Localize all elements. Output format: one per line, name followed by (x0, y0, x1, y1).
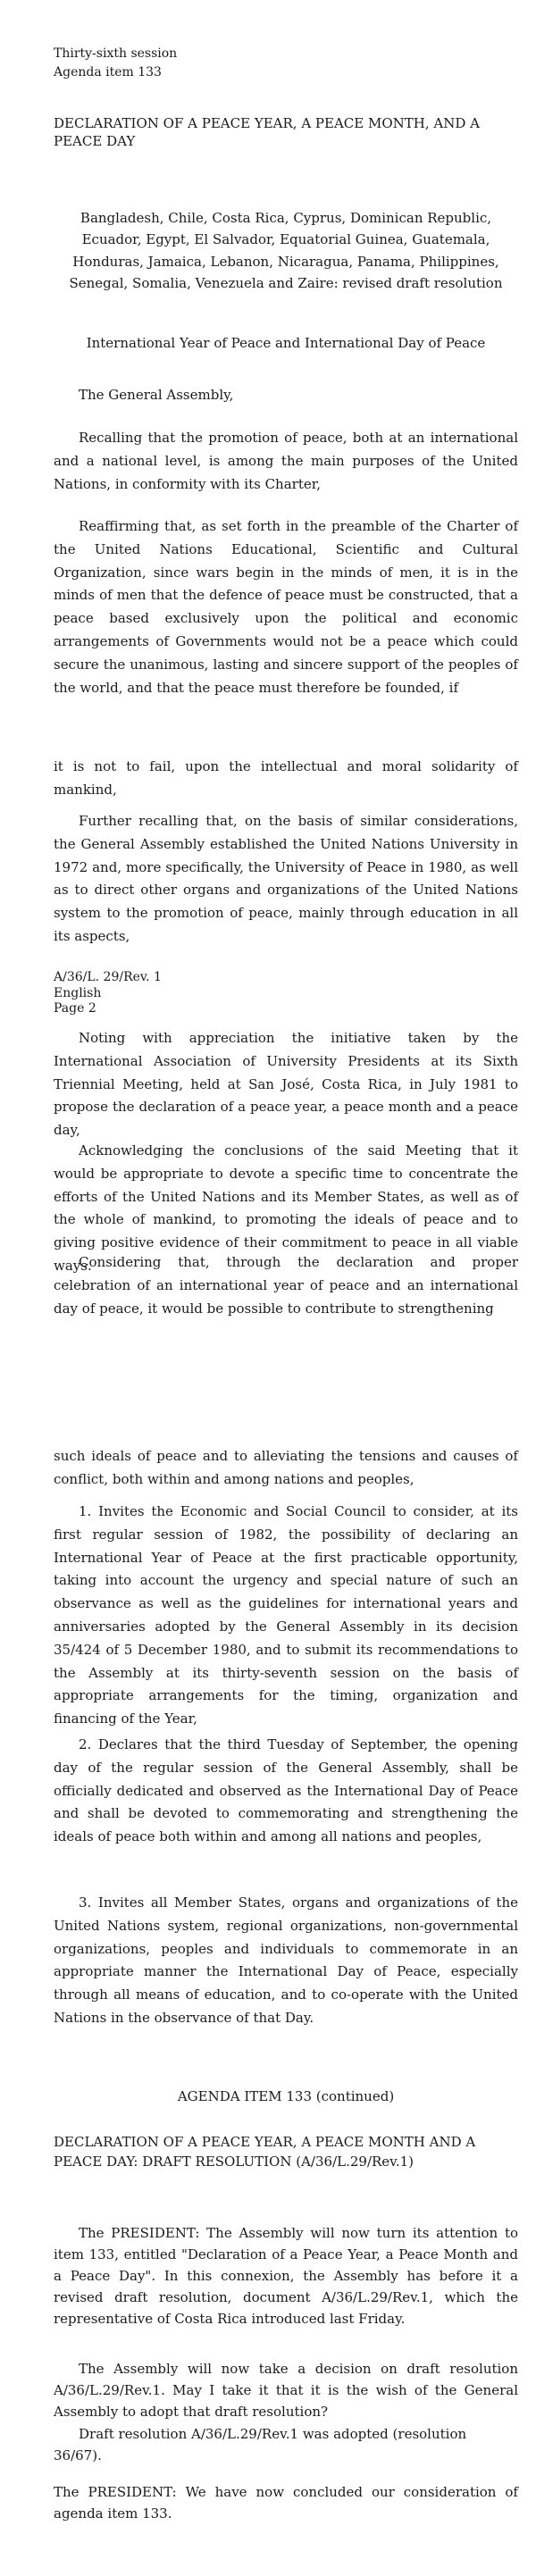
document-symbol: A/36/L. 29/Rev. 1 (54, 970, 162, 984)
record-title: DECLARATION OF A PEACE YEAR, A PEACE MONTH AND A PEACE DAY: DRAFT RESOLUTION (A/36/L.29/Rev.1) (54, 2134, 476, 2170)
preamble-considering: Considering that, through the declaration and proper celebration of an international year of peace and an international day of peace, it would be possible to contribute to strengthening (54, 1254, 518, 1317)
preamble-reaffirming: Reaffirming that, as set forth in the preamble of the Charter of the United Nations Educational, Scientific and Cultural Organization, since wars begin in the minds of men, it is in the minds of men that the defence of peace must be constructed, that a peace based exclusively upon the political and economic arrangements of Governments would not be a peace which could secure the unanimous, lasting and sincere support of the peoples of the world, and that the peace must therefore be founded, if (54, 518, 518, 696)
resolution-subtitle: International Year of Peace and International Day of Peace (86, 335, 486, 351)
agenda-item-label: Agenda item 133 (54, 65, 162, 79)
preamble-noting: Noting with appreciation the initiative taken by the International Association of University Presidents at its Sixth Triennial Meeting, held at San José, Costa Rica, in July 1981 to propose the declaration of a peace year, a peace month and a peace day, (54, 1030, 518, 1139)
general-assembly-line: The General Assembly, (79, 387, 234, 403)
operative-paragraph-1: 1. Invites the Economic and Social Council to consider, at its first regular session of 1982, the possibility of declaring an International Year of Peace at the first practicable opportunity, taking into account the urgency and special nature of such an observance as well as the guidelines for international years and anniversaries adopted by the General Assembly in its decision 35/424 of 5 December 1980, and to submit its recommendations to the Assembly at its thirty-seventh session on the basis of appropriate arrangements for the timing, organization and financing of the Year, (54, 1503, 518, 1727)
preamble-acknowledging: Acknowledging the conclusions of the said Meeting that it would be appropriate to devote a specific time to concentrate the efforts of the United Nations and its Member States, as well as of the whole of mankind, to promoting the ideals of peace and to giving positive evidence of their commitment to peace in all viable ways. (54, 1142, 518, 1274)
record-adoption-note: Draft resolution A/36/L.29/Rev.1 was adopted (resolution 36/67). (54, 2426, 467, 2463)
preamble-further-recalling: Further recalling that, on the basis of similar considerations, the General Assembly established the United Nations University in 1972 and, more specifically, the University of Peace in 1980, as well as to direct other organs and organizations of the United Nations system to the promotion of peace, mainly through education in all its aspects, (54, 813, 518, 944)
record-decision-question: The Assembly will now take a decision on draft resolution A/36/L.29/Rev.1. May I take it that it is the wish of the General Assembly to adopt that draft resolution? (54, 2361, 518, 2420)
preamble-reaffirming-continued: it is not to fail, upon the intellectual and moral solidarity of mankind, (54, 758, 518, 798)
record-conclusion: The PRESIDENT: We have now concluded our consideration of agenda item 133. (54, 2484, 518, 2522)
document-header (54, 45, 518, 82)
page-reference (54, 970, 518, 1017)
preamble-recalling: Recalling that the promotion of peace, both at an international and a national level, is among the main purposes of the United Nations, in conformity with its Charter, (54, 430, 518, 492)
operative-paragraph-2: 2. Declares that the third Tuesday of September, the opening day of the regular session of the General Assembly, shall be officially dedicated and observed as the International Day of Peace and shall be devoted to commemorating and strengthening the ideals of peace both within and among all nations and peoples, (54, 1736, 518, 1845)
record-heading: AGENDA ITEM 133 (continued) (177, 2088, 395, 2104)
record-president-statement: The PRESIDENT: The Assembly will now turn its attention to item 133, entitled "Declaration of a Peace Year, a Peace Month and a Peace Day". In this connexion, the Assembly has before it a revised draft resolution, document A/36/L.29/Rev.1, which the representative of Costa Rica introduced last Friday. (54, 2225, 518, 2327)
sponsors-list: Bangladesh, Chile, Costa Rica, Cyprus, Dominican Republic, Ecuador, Egypt, El Salvador, Equatorial Guinea, Guatemala, Honduras, Jamaica, Lebanon, Nicaragua, Panama, Philippines, Senegal, Somalia, Venezuela and Zaire: revised draft resolution (69, 210, 503, 291)
page-number: Page 2 (54, 1001, 96, 1016)
document-title: DECLARATION OF A PEACE YEAR, A PEACE MONTH, AND A PEACE DAY (54, 115, 480, 150)
document-language: English (54, 985, 102, 1000)
operative-paragraph-3: 3. Invites all Member States, organs and organizations of the United Nations system, regional organizations, non-governmental organizations, peoples and individuals to commemorate in an appropriate manner the International Day of Peace, especially through all means of education, and to co-operate with the United Nations in the observance of that Day. (54, 1894, 518, 2026)
session-label: Thirty-sixth session (54, 46, 178, 61)
preamble-considering-continued: such ideals of peace and to alleviating the tensions and causes of conflict, both within and among nations and peoples, (54, 1448, 518, 1487)
